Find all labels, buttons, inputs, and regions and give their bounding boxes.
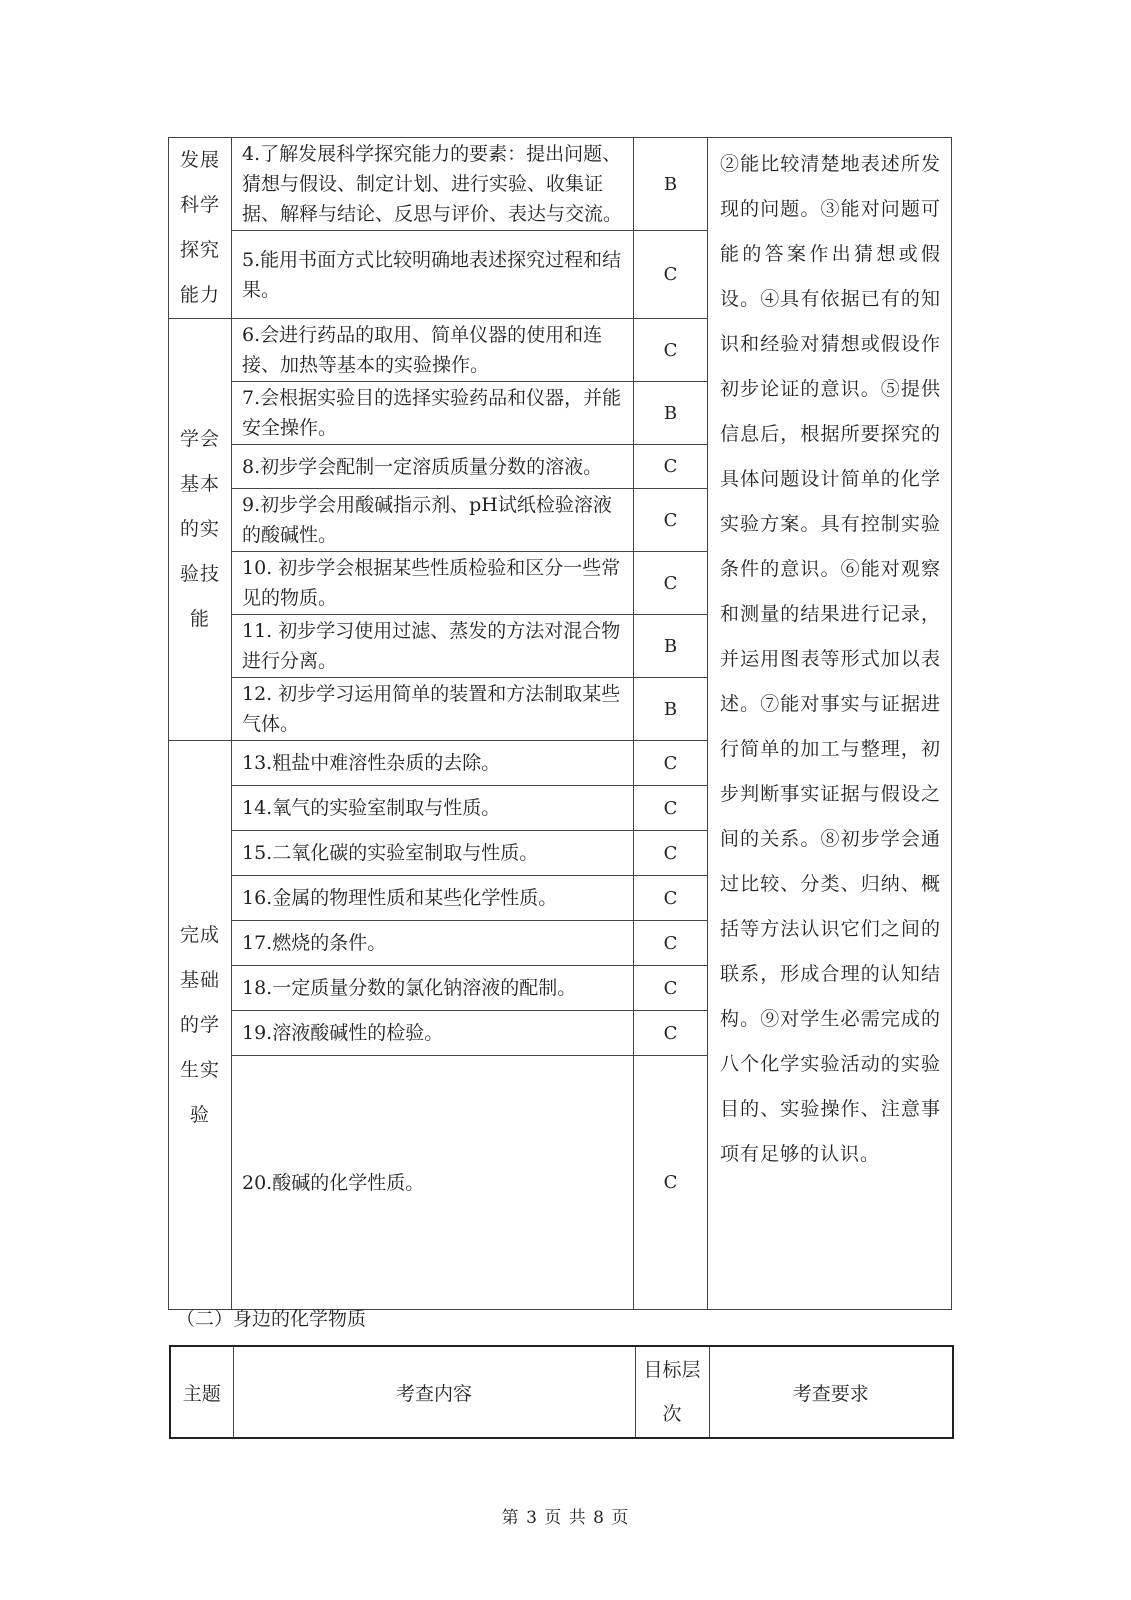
header-requirement: 考查要求 bbox=[709, 1346, 953, 1438]
level-cell: C bbox=[634, 741, 708, 786]
level-cell: B bbox=[634, 382, 708, 445]
header-topic: 主题 bbox=[170, 1346, 233, 1438]
level-cell: B bbox=[634, 138, 708, 231]
level-cell: C bbox=[634, 552, 708, 615]
content-cell: 5.能用书面方式比较明确地表述探究过程和结果。 bbox=[232, 231, 634, 319]
level-cell: C bbox=[634, 319, 708, 382]
content-cell: 4.了解发展科学探究能力的要素：提出问题、猜想与假设、制定计划、进行实验、收集证据、解释与结论、反思与评价、表达与交流。 bbox=[232, 138, 634, 231]
level-cell: C bbox=[634, 786, 708, 831]
header-level: 目标层次 bbox=[635, 1346, 709, 1438]
content-cell: 11. 初步学习使用过滤、蒸发的方法对混合物进行分离。 bbox=[232, 615, 634, 678]
content-cell: 17.燃烧的条件。 bbox=[232, 921, 634, 966]
content-cell: 20.酸碱的化学性质。 bbox=[232, 1056, 634, 1310]
content-cell: 6.会进行药品的取用、简单仪器的使用和连接、加热等基本的实验操作。 bbox=[232, 319, 634, 382]
content-cell: 8.初步学会配制一定溶质质量分数的溶液。 bbox=[232, 445, 634, 489]
content-cell: 9.初步学会用酸碱指示剂、pH试纸检验溶液的酸碱性。 bbox=[232, 489, 634, 552]
content-cell: 7.会根据实验目的选择实验药品和仪器，并能安全操作。 bbox=[232, 382, 634, 445]
content-cell: 10. 初步学会根据某些性质检验和区分一些常见的物质。 bbox=[232, 552, 634, 615]
content-cell: 12. 初步学习运用简单的装置和方法制取某些气体。 bbox=[232, 678, 634, 741]
requirements-cell: ②能比较清楚地表述所发现的问题。③能对问题可能的答案作出猜想或假设。④具有依据已有的知识和经验对猜想或假设作初步论证的意识。⑤提供信息后，根据所要探究的具体问题设计简单的化学实验方案。具有控制实验条件的意识。⑥能对观察和测量的结果进行记录，并运用图表等形式加以表述。⑦能对事实与证据进行简单的加工与整理，初步判断事实证据与假设之间的关系。⑧初步学会通过比较、分类、归纳、概括等方法认识它们之间的联系，形成合理的认知结构。⑨对学生必需完成的八个化学实验活动的实验目的、实验操作、注意事项有足够的认识。 bbox=[708, 138, 952, 1310]
topic-cell: 发展科学探究能力 bbox=[169, 138, 232, 319]
header-content: 考查内容 bbox=[233, 1346, 635, 1438]
content-cell: 13.粗盐中难溶性杂质的去除。 bbox=[232, 741, 634, 786]
page-footer: 第 3 页 共 8 页 bbox=[501, 1508, 630, 1528]
level-cell: C bbox=[634, 445, 708, 489]
section-title: （二）身边的化学物质 bbox=[176, 1308, 367, 1330]
level-cell: C bbox=[634, 231, 708, 319]
topic-cell: 完成基础的学生实验 bbox=[169, 741, 232, 1310]
content-cell: 15.二氧化碳的实验室制取与性质。 bbox=[232, 831, 634, 876]
level-cell: C bbox=[634, 1056, 708, 1310]
level-cell: C bbox=[634, 921, 708, 966]
table-row bbox=[169, 138, 952, 231]
content-cell: 18.一定质量分数的氯化钠溶液的配制。 bbox=[232, 966, 634, 1011]
content-cell: 14.氧气的实验室制取与性质。 bbox=[232, 786, 634, 831]
level-cell: C bbox=[634, 966, 708, 1011]
topic-cell: 学会基本的实验技能 bbox=[169, 319, 232, 741]
standards-table bbox=[168, 137, 952, 1310]
table-header-row bbox=[170, 1346, 953, 1438]
level-cell: C bbox=[634, 831, 708, 876]
content-cell: 16.金属的物理性质和某些化学性质。 bbox=[232, 876, 634, 921]
level-cell: C bbox=[634, 1011, 708, 1056]
level-cell: B bbox=[634, 678, 708, 741]
section2-header-table bbox=[169, 1345, 954, 1439]
level-cell: C bbox=[634, 489, 708, 552]
content-cell: 19.溶液酸碱性的检验。 bbox=[232, 1011, 634, 1056]
level-cell: C bbox=[634, 876, 708, 921]
level-cell: B bbox=[634, 615, 708, 678]
